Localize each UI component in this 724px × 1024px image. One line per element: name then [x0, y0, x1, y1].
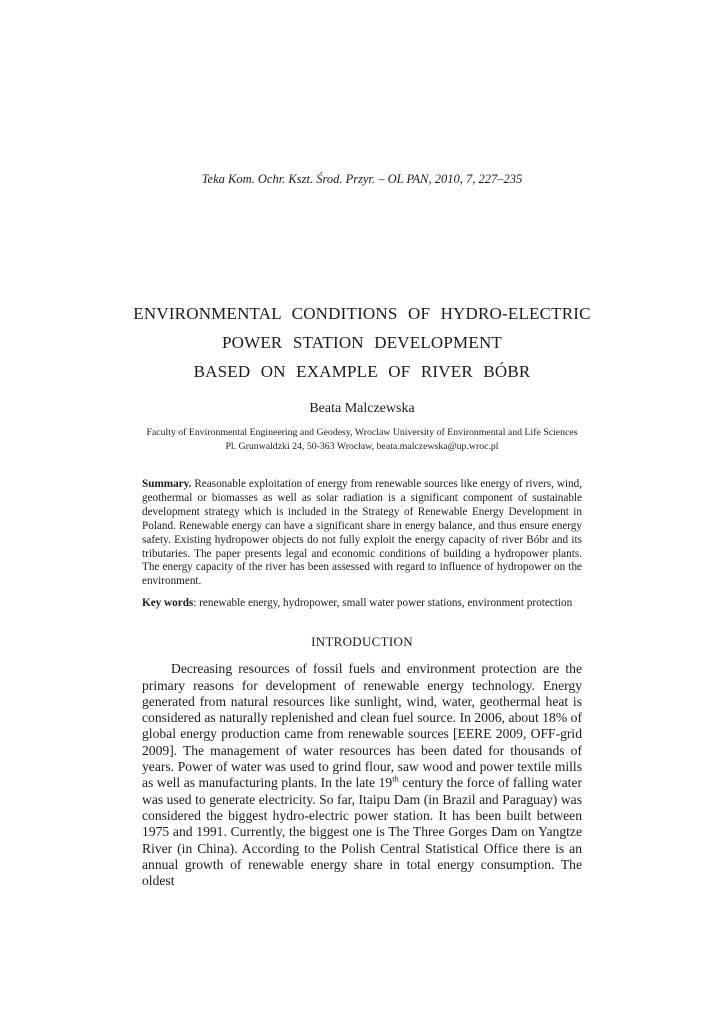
introduction-text-part-b: century the force of falling water was used to generate electricity. So far, Itaipu Dam (in Brazil and Paraguay) was considered the biggest hydro-electric power station. It has been built between 1975 and 1991. Currently, the biggest one is The Three Gorges Dam on Yangtze River (in China). According to the Polish Central Statistical Office there is an annual growth of renewable energy share in total energy consumption. The oldest [142, 775, 582, 889]
keywords-label: Key words [142, 597, 194, 610]
ordinal-superscript: th [392, 773, 399, 784]
author-affiliation [142, 426, 582, 454]
summary-text: Reasonable exploitation of energy from renewable sources like energy of rivers, wind, geothermal or biomasses as well as solar radiation is a significant component of sustainable development strategy which is included in the Strategy of Renewable Energy Development in Poland. Renewable energy can have a significant share in energy balance, and thus ensure energy safety. Existing hydropower objects do not fully exploit the energy capacity of river Bóbr and its tributaries. The paper presents legal and economic conditions of building a hydropower plants. The energy capacity of the river has been assessed with regard to influence of hydropower on the environment. [142, 478, 582, 588]
paper-title-line-3: BASED ON EXAMPLE OF RIVER BÓBR [193, 362, 531, 381]
keywords-text: : renewable energy, hydropower, small water power stations, environment protection [193, 597, 573, 610]
affiliation-line-1: Faculty of Environmental Engineering and Geodesy, Wroclaw University of Environmental and Life Sciences [146, 427, 578, 438]
paper-title [102, 299, 622, 386]
introduction-text-part-a: Decreasing resources of fossil fuels and environment protection are the primary reasons for development of renewable energy technology. Energy generated from natural resources like sunlight, wind, water, geothermal heat is considered as naturally replenished and clean fuel source. In 2006, about 18% of global energy production came from renewable sources [EERE 2009, OFF-grid 2009]. The management of water resources has been dated for thousands of years. Power of water was used to grind flour, saw wood and power textile mills as well as manufacturing plants. In the late 19 [142, 661, 582, 791]
introduction-paragraph [142, 661, 582, 889]
paper-title-line-1: ENVIRONMENTAL CONDITIONS OF HYDRO-ELECTRIC [133, 304, 591, 323]
author-name: Beata Malczewska [309, 401, 415, 416]
section-heading-introduction: INTRODUCTION [311, 634, 413, 650]
paper-title-line-2: POWER STATION DEVELOPMENT [221, 333, 503, 352]
summary-label: Summary. [142, 478, 192, 490]
keywords-line [142, 596, 582, 610]
summary-paragraph [142, 478, 582, 589]
journal-reference: Teka Kom. Ochr. Kszt. Środ. Przyr. – OL PAN, 2010, 7, 227–235 [201, 172, 523, 186]
affiliation-line-2: Pl. Grunwaldzki 24, 50-363 Wrocław, beata.malczewska@up.wroc.pl [225, 441, 499, 452]
